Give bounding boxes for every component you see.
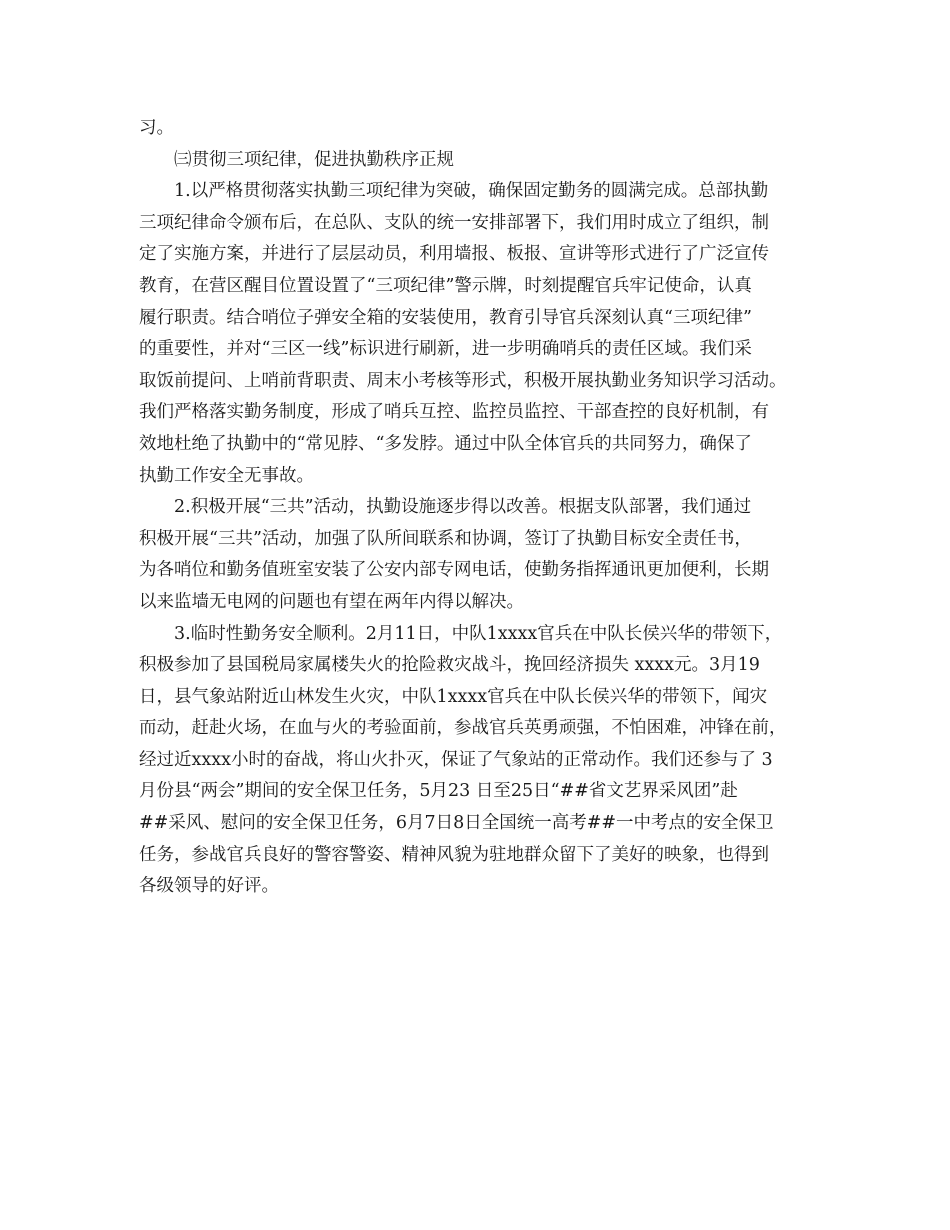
- text-line: 我们严格落实勤务制度，形成了哨兵互控、监控员监控、干部查控的良好机制，有: [139, 402, 769, 423]
- text-line: 为各哨位和勤务值班室安装了公安内部专网电话，使勤务指挥通讯更加便利，长期: [139, 560, 769, 581]
- text-line: 1.以严格贯彻落实执勤三项纪律为突破，确保固定勤务的圆满完成。总部执勤: [174, 181, 769, 202]
- text-line: 定了实施方案，并进行了层层动员，利用墙报、板报、宣讲等形式进行了广泛宣传: [139, 244, 769, 265]
- text-line: 任务，参战官兵良好的警容警姿、精神风貌为驻地群众留下了美好的映象，也得到: [139, 844, 769, 865]
- text-line: 取饭前提问、上哨前背职责、周末小考核等形式，积极开展执勤业务知识学习活动。: [139, 370, 787, 391]
- text-line: 积极开展“三共”活动，加强了队所间联系和协调，签订了执勤目标安全责任书，: [139, 528, 752, 549]
- text-line: 经过近xxxx小时的奋战，将山火扑灭，保证了气象站的正常动作。我们还参与了 3: [139, 749, 773, 770]
- text-line: ##采风、慰问的安全保卫任务，6月7日8日全国统一高考##一中考点的安全保卫: [139, 813, 774, 834]
- text-line: 的重要性，并对“三区一线”标识进行刷新，进一步明确哨兵的责任区域。我们采: [139, 339, 752, 360]
- text-line: 各级领导的好评。: [139, 876, 279, 897]
- text-line: 以来监墙无电网的问题也有望在两年内得以解决。: [139, 591, 524, 612]
- text-line: 三项纪律命令颁布后，在总队、支队的统一安排部署下，我们用时成立了组织，制: [139, 212, 769, 233]
- section-heading: ㈢贯彻三项纪律，促进执勤秩序正规: [174, 149, 454, 170]
- text-line: 积极参加了县国税局家属楼失火的抢险救灾战斗，挽回经济损失 xxxx元。3月19: [139, 655, 760, 676]
- text-line: 月份县“两会”期间的安全保卫任务，5月23 日至25日“##省文艺界采风团”赴: [139, 781, 738, 802]
- text-line: 3.临时性勤务安全顺利。2月11日，中队1xxxx官兵在中队长侯兴华的带领下，: [174, 623, 783, 644]
- text-line: 教育，在营区醒目位置设置了“三项纪律”警示牌，时刻提醒官兵牢记使命，认真: [139, 275, 752, 296]
- text-line: 日，县气象站附近山林发生火灾，中队1xxxx官兵在中队长侯兴华的带领下，闻灾: [139, 686, 768, 707]
- text-line: 执勤工作安全无事故。: [139, 465, 314, 486]
- text-line: 履行职责。结合哨位子弹安全箱的安装使用，教育引导官兵深刻认真“三项纪律”: [139, 307, 752, 328]
- document-body: [139, 113, 819, 903]
- text-line: 效地杜绝了执勤中的“常见脖、“多发脖。通过中队全体官兵的共同努力，确保了: [139, 433, 752, 454]
- text-line: 习。: [139, 118, 174, 138]
- text-line: 2.积极开展“三共”活动，执勤设施逐步得以改善。根据支队部署，我们通过: [174, 497, 752, 518]
- text-line: 而动，赶赴火场，在血与火的考验面前，参战官兵英勇顽强，不怕困难，冲锋在前，: [139, 718, 787, 739]
